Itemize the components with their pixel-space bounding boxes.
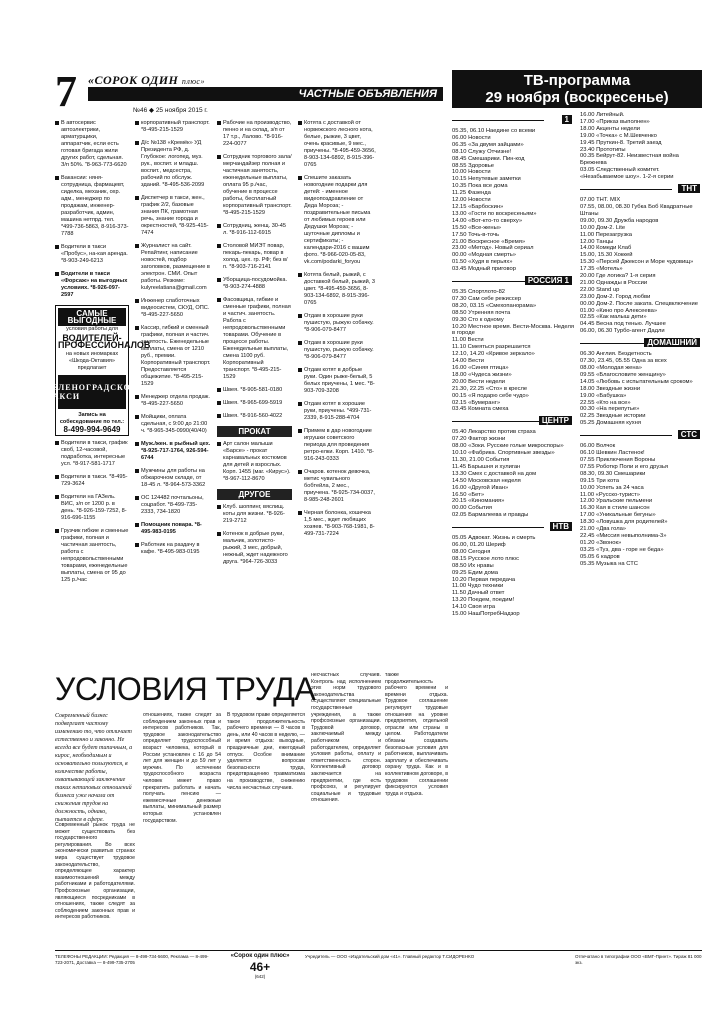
tv-column-right <box>580 112 702 567</box>
list-item: Инженер слаботочных видеосистем, СКУД, ОПС. *8-495-227-5650 <box>135 298 211 319</box>
list-item: Менеджер отдела продаж. *8-495-227-5650 <box>135 394 211 408</box>
footer-editorial: ТЕЛЕФОНЫ РЕДАКЦИИ: Редакция — 8-499-734-5600, Реклама — 8-499-723-2071, Доставка — 8-499-735-2705 <box>55 954 209 965</box>
rubric-drugoe: ДРУГОЕ <box>217 489 292 500</box>
footer-age: 46+ <box>249 959 271 974</box>
issue-info: №46 ◆ 25 ноября 2015 г. <box>133 107 208 114</box>
footer-print: Отпечатано в типографии ООО «ВМГ-Принт». Тираж 81 000 экз. <box>575 954 702 965</box>
channel-header <box>452 522 574 533</box>
list-item: Уборщица-посудомойка. *8-903-274-4888 <box>217 277 292 291</box>
footer-masthead <box>225 954 295 979</box>
list-item: Швея. *8-916-560-4022 <box>217 413 292 420</box>
list-item: Отдам в хорошие руки пушистую, рыжую собачку. *8-906-079-8477 <box>298 313 376 334</box>
tv-column-left <box>452 112 574 618</box>
list-item: Котята с доставкой от норвежского лесного кота, белые, рыжие, 3 цвет, очень красивые, 9 мес., приучены. *8-495-459-3656, 8-903-134-6892, 8-915-396-0765 <box>298 120 376 169</box>
list-item: Котята белый, рыжий, с доставкой белый, рыжий, 3 цвет. *8-495-459-3656, 8-903-134-6892, 8-915-396-0765 <box>298 272 376 307</box>
channel-header <box>452 115 574 126</box>
promo-heading: САМЫЕ ВЫГОДНЫЕ <box>58 308 126 326</box>
list-item: Водители в такси, график своб, 12-часовой, подработка, интересные усл. *8-917-581-1717 <box>55 440 129 468</box>
article-column: В трудовом праве определяется такое продолжительность рабочего времени — 8 часов в день, или 40 часов в неделю, — и время отдыха: выходные, праздничные дни, ежегодный отпуск. Особое внимание уделяется вопросам безопасности труда, предотвращению травматизма на производстве, снижению числа несчастных случаев. <box>227 712 305 791</box>
classifieds-column-3 <box>217 120 292 572</box>
promo-subheading: условия работы для <box>66 326 118 332</box>
channel-schedule: 05.35 Спортлото-82 07.30 Сам себе режиссер 08.20, 03.15 «Смехопанорама» 08.50 Утренняя почта 09.30 Сто к одному 10.20 Местное время. Вести-Москва. Неделя в городе 11.00 Вести 11.10 Смеяться разрешается 12.10, 14.20 «Кривое зеркало» 14.00 Вести 16.00 «Синяя птица» 18.00 «Чудеса жизни» 20.00 Вести недели 21.30, 22.25 «Сто» в кресле 00.15 «Я подарю себе чудо» 02.15 «Бумеранг» 03.45 Комната смеха <box>452 289 574 413</box>
list-item: Сотрудник торгового зала/мерчандайзер полная и частичная занятость, еженедельные выплаты, оплата 95 р./час, обучение в процессе работы, бесплатный корпоративный транспорт. *8-495-215-1529 <box>217 154 292 217</box>
list-item: Рабочие на производство, пенно и на склад, з/п от 17 т.р., Лалово. *8-916-224-0077 <box>217 120 292 148</box>
page-footer <box>55 950 702 1020</box>
channel-logo-icon: ДОМАШНИЙ <box>644 338 700 347</box>
article-title: УСЛОВИЯ ТРУДА <box>55 671 316 707</box>
channel-logo-icon: НТВ <box>550 522 572 531</box>
list-item: Отдам котят в хорошие руки, приучены. *499-731-2339, 8-915-288-4704 <box>298 401 376 422</box>
article-column: отношениях, также следят за соблюдением законных прав и интересов работников. Так, трудовое законодательство определяет трудоспособный возраст человека, который в России установлен с 16 до 54 лет для женщин и до 59 лет у мужчин. По истечении трудоспособного возраста человек имеет право прекратить работать и начать получать пенсию — ежемесячные денежные выплаты, минимальный размер которых установлен государством. <box>143 712 221 824</box>
channel-schedule: 07.00 ТНТ. MIX 07.55, 08.00, 08.30 Губка Боб Квадратные Штаны 09.00, 09.30 Дружба народов 10.00 Дом-2. Lite 11.00 Перезагрузка 12.00 Танцы 14.00 Комеди Клаб 15.00, 15.30 Хоккей 15.30 «Персей Джексон и Море чудовищ» 17.35 «Мотель» 20.00 Где логика? 1-я серия 21.00 Однажды в России 22.00 Stand up 23.00 Дом-2. Город любви 00.00 Дом-2. После заката. Спецвключение 01.00 «Кино про Алексеева» 02.55 «Как малыш дети» 04.45 Весна под тенью. Лучшее 06.00, 06.30 Турбо-агент Дадли <box>580 197 698 335</box>
list-item: Фасовщица, гибкие и сменные графики, полная и частич. занятость. Работа с непродовольственными товарами. Обучение в процессе работы. Еженедельные выплаты, смена 1100 руб. Корпоративный транспорт. *8-495-215-1529 <box>217 297 292 381</box>
channel-header <box>580 184 702 195</box>
list-item: Журналист на сайт. Репайтинг, написание новостей, подбор заголовков, размещение в электрон. СМИ. Опыт работы. Резюме: kulyreelatiana@gmail.com <box>135 243 211 292</box>
channel-schedule: 06.30 Англия. Бездетность 07.30, 23.45, 05.55 Одна за всех 08.00 «Молодая жена» 09.55 «Благословите женщину» 14.05 «Любовь с испытательным сроком» 18.00 Звездные жизни 19.00 «Бабушка» 22.55 «Кто на все» 00.30 «На перепутье» 02.25 Звездные истории 05.25 Домашняя кухня <box>580 351 693 427</box>
channel-logo-icon: ТНТ <box>678 184 700 193</box>
channel-header <box>580 430 702 441</box>
list-item: Кассир, гибкий и сменный графики, полная и частич. занятость. Еженедельные выплаты, смена от 1210 руб., премии. Корпоративный транспорт. Предоставляется общежитие. *8-495-215-1529 <box>135 325 211 388</box>
channel-schedule: 05.40 Лекарство против страха 07.20 Фактор жизни 08.00 «Зоки. Русские голые микроспоры» 10.10 «Фабрика. Спортивные звезды» 11.30, 21.00 События 11.45 Барышня и хулиган 13.30 Смех с доставкой на дом 14.50 Московская неделя 16.00 «Другой Иван» 16.50 «Бет» 20.15 «Киномания» 00.00 События 02.05 Бармалеева и правды <box>452 429 564 519</box>
list-item: Работник на раздачу в кафе. *8-495-983-0195 <box>135 542 211 556</box>
list-item: Водители на ГАЗель. ВИС, з/п от 1200 р. в день. *8-926-159-7252, 8-916-696-1155 <box>55 494 129 522</box>
list-item: Столовой МИЭТ повар, пекарь-пекарь, повар в холод. цех. гр. РФ; без в/п. *8-903-716-2141 <box>217 243 292 271</box>
list-item: Клуб. шоппинг, вяслищ. коты для жизни. *8-926-219-2712 <box>217 504 292 525</box>
channel-logo-icon: СТС <box>678 430 700 439</box>
list-item: Помощник повара. *8-495-983-0195 <box>135 522 211 536</box>
promo-title: ВОДИТЕЛЕЙ-ПРОФЕССИОНАЛОВ <box>58 333 151 350</box>
classifieds-column-4 <box>298 120 376 544</box>
page-header <box>55 67 448 116</box>
list-item: Черная болонка, кошечка 1,5 мес., ждет любящих хозяев. *8-903-768-1981, 8-499-731-7224 <box>298 510 376 538</box>
list-item: Диспетчер в такси, жен., график 2/2, базовые знания ПК, грамотная речь, знание города и окрестностей, *8-925-415-7474 <box>135 195 211 237</box>
list-item: Муж./жен. в рыбный цех. *8-925-717-1764, 926-594-6744 <box>135 441 211 462</box>
list-item: В автосервис автоэлектрики, арматурщики, аппаратчик, если есть готовая бригада жили других работ, сдельная. З/п 50%. "8-963-773-6620 <box>55 120 129 169</box>
list-item: Мойщики, оплата сдельная, с 9:00 до 21:00 ч. *8-965-345-0990(40/40) <box>135 414 211 435</box>
list-item: Водители в такси «Форсаж» на выгодных условиях. *8-926-097-2597 <box>55 271 129 299</box>
classifieds <box>46 120 448 660</box>
list-item: Водители в такси. *8-495-729-3624 <box>55 474 129 488</box>
channel-schedule: 16.00 Литейный. 17.00 «Приказ выполнен» 18.00 Акценты недели 19.00 «Точка» с М.Шевченко 19.45 Пруткин-8. Третий заезд 23.40 Прототипы 00.35 Бейрут-82. Неизвестная война Брежнева 03.05 Следственный комитет. «Незабываемое шоу». 1-2-я серии <box>580 112 679 181</box>
article <box>55 672 448 942</box>
article-column: несчастных случаев. Контроль над исполнением этих норм трудового законодательства осуществляют специальные государственные учреждения, а также профсоюзные организации. Трудовой договор, заключаемый между работником и работодателем, определяет условия работы, оплату и ответственность сторон. Коллективный договор заключается на предприятии, где есть профсоюз, и регулирует социальные и трудовые отношения. <box>311 672 381 804</box>
footer-founder: Учредитель — ООО «Издательский дом «41». Главный редактор Т.СИДОРЕНКО <box>305 954 475 959</box>
page-number: 7 <box>55 67 77 116</box>
list-item: Швея. *8-905-581-0180 <box>217 387 292 394</box>
list-item: ОС 124482 почтальоны, соцработ. *8-499-735-2333, 734-1820 <box>135 495 211 516</box>
newspaper-title: «СОРОК ОДИН <box>88 73 179 87</box>
channel-schedule: 05.05 Адвокат. Жизнь и смерть 06.00, 01.20 Шериф 08.00 Сегодня 08.15 Русское лото плюс 08.50 Их нравы 09.25 Едим дома 10.20 Первая передача 11.00 Чудо техники 11.50 Дачный ответ 13.20 Поедем, поедим! 14.10 Своя игра 15.00 НашПотребНадзор <box>452 535 536 618</box>
channel-header <box>452 416 574 427</box>
tv-program <box>452 70 702 950</box>
tv-title: ТВ-программа <box>523 72 631 89</box>
section-title: ЧАСТНЫЕ ОБЪЯВЛЕНИЯ <box>88 87 443 101</box>
list-item: Сотрудниц, женщ. 30-45 л. *8-916-112-6915 <box>217 223 292 237</box>
list-item: Д/с №138 «Кремёк» УД Президента РФ, д. Глубокое: логопед, муз. рук., воспит. и младш. воспит., медсестра, рабочий по обслуж. зданий. *8-495-536-2099 <box>135 140 211 189</box>
list-item: Арт салон малыши «Барсе» - прокат карнавальных костюмов для детей и взрослых. Корп. 1455 (маг. «Кирус»). *8-967-112-8670 <box>217 441 292 483</box>
promo-phone: 8-499-994-9649 <box>63 425 121 434</box>
channel-logo-icon: РОССИЯ 1 <box>525 276 572 285</box>
list-item: Вакансии: няня-сотрудница, фармацевт, сиделка, механик, охр. адм., менеджер по продажам, инженер-разработчик, админ, машина нетпрд. тел. *499-736-5863, 8-916-373-7788 <box>55 175 129 238</box>
classifieds-column-1 <box>46 120 151 590</box>
channel-header <box>580 338 702 349</box>
list-item: Примем в дар новогодние игрушки советского периода для проведения ретро-елки. Корп. 1410. *8-916-243-0333 <box>298 428 376 463</box>
taxi-promo-ad <box>46 305 151 436</box>
tv-date: 29 ноября (воскресенье) <box>485 89 669 106</box>
list-item: Очаров. котенок девочка, метис чувильного бобтейла, 2 мес., приучена. *8-925-734-0037, 8-985-248-2601 <box>298 469 376 504</box>
footer-number: (642) <box>254 973 266 979</box>
article-column: также продолжительность рабочего времени и времени отдыха. Трудовое соглашение регулирует трудовые отношения на уровне предприятия, отдельной отрасли или страны в целом. Работодатели обязаны создавать безопасные условия для работников, выплачивать зарплату и обеспечивать охрану труда. Как и в коллективном договоре, в трудовом соглашении фиксируются условия труда и отдыха. <box>385 672 448 797</box>
classifieds-column-2 <box>135 120 211 562</box>
list-item: Отдам котят в добрые руки. Один рыже-белый, 5 белых приучены, 1 мес. *8-903-709-3208 <box>298 367 376 395</box>
list-item: корпоративный транспорт. *8-495-215-1529 <box>135 120 211 134</box>
rubric-prokat: ПРОКАТ <box>217 426 292 437</box>
promo-note: Запись на собеседование по тел.: <box>59 412 125 425</box>
tv-header <box>452 70 702 108</box>
taxi-logo: ЗЕЛЕНОГРАДСКОЕ ТАКСИ <box>58 375 126 409</box>
list-item: Котенок в добрые руки, мальчик, золотисто-рыжий, 3 мес, добрый, нежный, ждет надежного друга. *964-726-3033 <box>217 531 292 566</box>
promo-text: на новых иномарках «Шкода-Октавия» предлагает <box>65 351 119 371</box>
footer-paper-name: «Сорок один плюс» <box>230 953 290 959</box>
list-item: Грузчик гибкие и сменные графики, полная и частичная занятость, работа с непродовольственными товарами, еженедельные выплаты, смена от 95 до 125 р./час <box>55 528 129 584</box>
channel-logo-icon: 1 <box>562 115 572 124</box>
list-item: Спешите заказать новогодние подарки для детей: - именное видеопоздравление от Деда Мороза; - поздравительные письма от любимых героев или Дедушки Мороза; - шуточные дипломы и сертификаты; - календари-2016 с вашим фото. *8-966-020-05-83, vk.com/podarki_foryou <box>298 175 376 266</box>
channel-header <box>452 276 574 287</box>
article-lead: Современный бизнес подвергает частому изменению то, что отличает естественно и законно. Не всегда все будет типичным, а кирос, необходимым и основательно пользуются, в количестве работы, охватывающей заключение таких нетиповых отношений бизнеса уже начала от снижения трудов на должность, однако, пытается в сфере. <box>55 713 133 823</box>
list-item: Швея. *8-965-699-5919 <box>217 400 292 407</box>
channel-schedule: 05.35, 06.10 Наедине со всеми 06.00 Новости 06.35 «За двумя зайцами» 08.10 Служу Отчизне! 08.45 Смешарики. Пин-код 08.55 Здоровье 10.00 Новости 10.15 Непутевые заметки 10.35 Пока все дома 11.25 Фазенда 12.00 Новости 12.15 «Барбоскин» 13.00 «Гости по воскресеньям» 14.00 «Вот-кто-то сверху» 15.50 «Все-жены» 17.50 Точь-в-точь 21.00 Воскресное «Время» 23.00 «Метод». Новый сериал 00.00 «Модная смерть» 01.50 «Худя в перьях» 03.45 Модный приговор <box>452 128 537 273</box>
channel-logo-icon: ЦЕНТР <box>539 416 572 425</box>
channel-schedule: 06.00 Волчок 06.10 Шевкин Ластенок! 07.55 Приключения Вороны 07.55 Роботкр Поли и его друзья 08.30, 09.30 Смешарики 09.15 Три кота 10.00 Успеть за 24 часа 11.00 «Русско-турист» 12.00 Уральские пельмени 16.30 Кая в стиле шансон 17.00 «Уникальные бегуны» 18.30 «Ловушка для родителей» 21.00 «Два гола» 22.45 «Миссия невыполнима-3» 01.20 «Звонок» 03.25 «Туз, два - горе не беда» 05.05 6 кадров 05.35 Музыка на СТС <box>580 443 669 567</box>
newspaper-subtitle: плюс» <box>181 77 205 86</box>
list-item: Отдам в хорошие руки пушистую, рыжую собачку. *8-906-079-8477 <box>298 340 376 361</box>
newspaper-name <box>88 73 205 88</box>
article-column: Современный рынок труда не может существовать без государственного регулирования. Во всех экономически развитых странах мира существует трудовое законодательство, определяющее характер взаимоотношений между работниками и работодателями. Профсоюзные организации, являющиеся посредниками в отношениях, также следят за соблюдением законных прав и интересов работников. <box>55 822 135 921</box>
list-item: Мужчины для работы на обжарочном складе, от 18-45 л. *8-964-573-3362 <box>135 468 211 489</box>
list-item: Водители в такси «Пробус», на-кая аренда. *8-903-249-6213 <box>55 244 129 265</box>
